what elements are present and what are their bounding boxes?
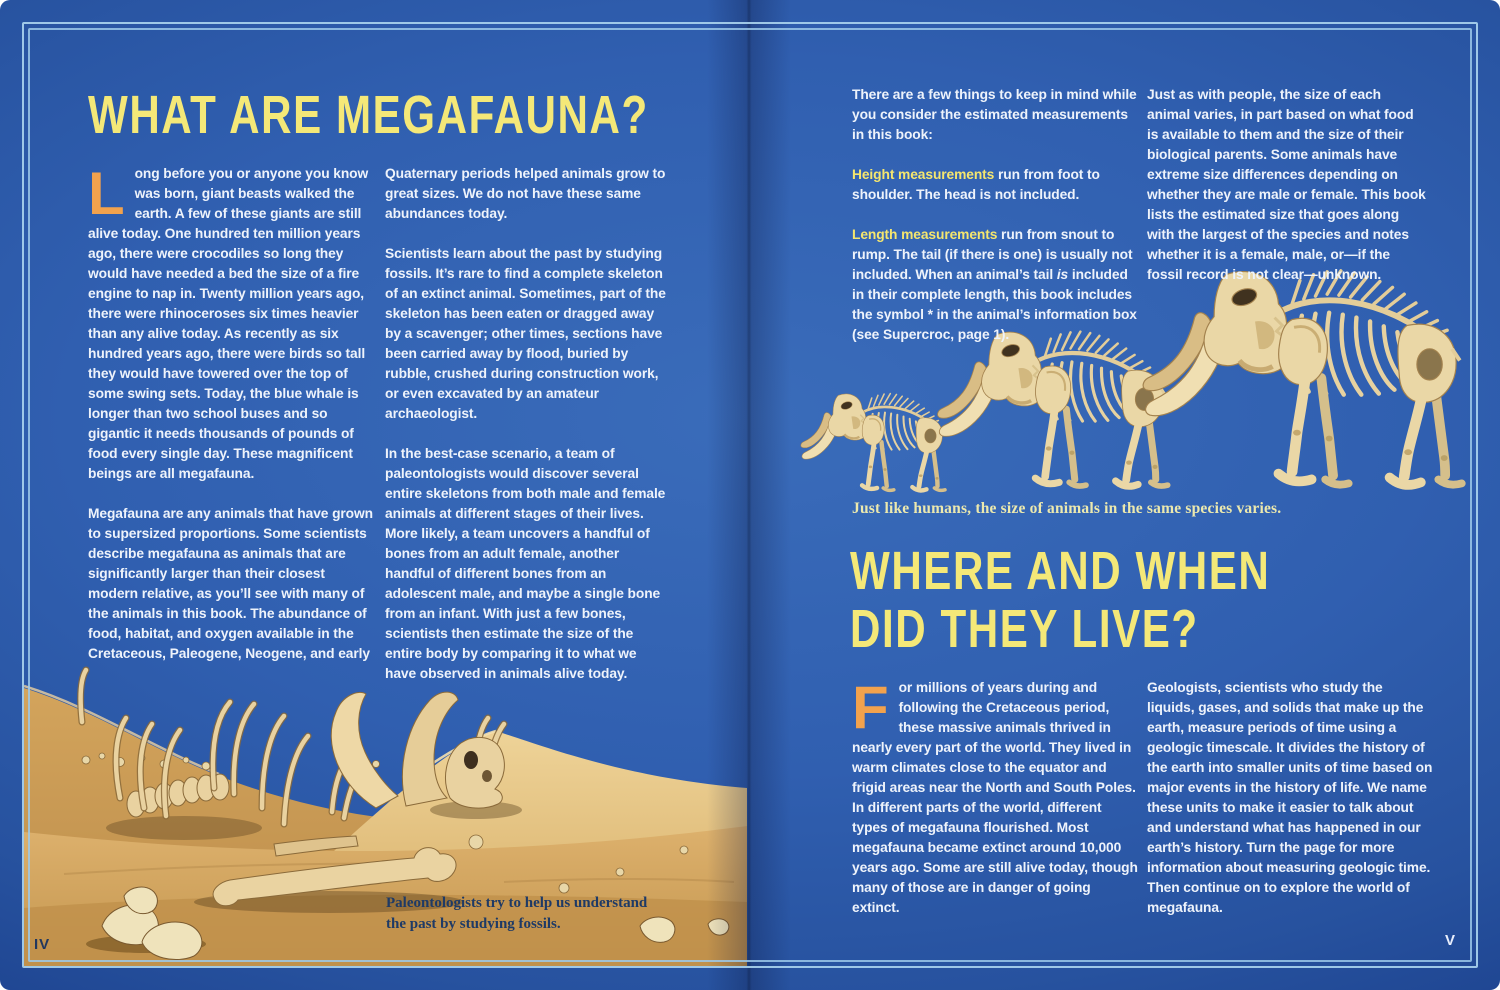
page-gutter — [707, 0, 791, 990]
height-measurements-lead: Height measurements — [852, 167, 995, 182]
right-size-col — [1147, 85, 1427, 305]
left-page-title: WHAT ARE MEGAFAUNA? — [88, 85, 649, 145]
left-col-2 — [385, 164, 671, 704]
right-title-line1: WHERE AND WHEN — [850, 541, 1271, 601]
paragraph: Megafauna are any animals that have grown to supersized proportions. Some scientists describe megafauna as animals that are significantly larger than their closest modern relative, as you’ll see with many of the animals in this book. The abundance of food, habitat, and oxygen available in the Cretaceous, Paleogene, Neogene, and early — [88, 506, 373, 661]
length-measurements-lead: Length measurements — [852, 227, 998, 242]
right-title-line2: DID THEY LIVE? — [850, 599, 1199, 659]
fossil-skull — [446, 737, 505, 808]
paragraph: Height measurements run from foot to shoulder. The head is not included. — [852, 167, 1100, 202]
paragraph: For millions of years during and following the Cretaceous period, these massive animals thrived in nearly every part of the world. They lived in warm climates close to the equator and frigid areas near the North and South Poles. In different parts of the world, different types of megafauna flourished. Most megafauna became extinct around 10,000 years ago. Some are still alive today, though many of those are in danger of going extinct. — [852, 674, 1138, 915]
paragraph: In the best-case scenario, a team of paleontologists would discover several entire skeletons from both male and female animals at different stages of their lives. More likely, a team uncovers a handful of bones from an adult female, another handful of different bones from an adolescent male, and maybe a single bone from an infant. With just a few bones, scientists then estimate the size of the entire body by comparing it to what we have observed in animals alive today. — [385, 446, 666, 681]
mammoth-skeleton-small — [801, 394, 945, 491]
left-illustration-caption: Paleontologists try to help us understand the past by studying fossils. — [386, 895, 648, 932]
paragraph: Scientists learn about the past by studying fossils. It’s rare to find a complete skeleton of an extinct animal. Sometimes, part of the skeleton has been eaten or dragged away by a scavenger; other times, sections have been carried away by flood, buried by rubble, crushed during construction work, or even excavated by an amateur archaeologist. — [385, 246, 666, 421]
paragraph: Geologists, scientists who study the liquids, gases, and solids that make up the earth, measure periods of time using a geologic timescale. It divides the history of the earth into smaller units of time based on major events in the history of life. We name these units to make it easier to talk about and understand what has happened in our earth’s history. Turn the page for more information about measuring geologic time. Then continue on to explore the world of megafauna. — [1147, 680, 1433, 915]
right-intro-col — [852, 85, 1138, 365]
paragraph: There are a few things to keep in mind while you consider the estimated measurements in this book: — [852, 87, 1137, 142]
page-number-left: IV — [34, 936, 51, 953]
paragraph: Quaternary periods helped animals grow to great sizes. We do not have these same abundances today. — [385, 166, 666, 221]
right-where-col2 — [1147, 678, 1433, 938]
left-col-1 — [88, 160, 374, 684]
right-where-col1 — [852, 674, 1138, 938]
paragraph: Just as with people, the size of each animal varies, in part based on what food is available to them and the size of their biological parents. Some animals have extreme size differences depending on whether they are male or female. This book lists the estimated size that goes along with the largest of the species and notes whether it is a female, male, or—if the fossil record is not clear—unknown. — [1147, 87, 1426, 282]
right-page-title — [850, 542, 1270, 658]
paragraph: Length measurements run from snout to rump. The tail (if there is one) is usually not included. When an animal’s tail is included in their complete length, this book includes the symbol * in the animal’s information box (see Supercroc, page 1). — [852, 227, 1137, 342]
paragraph: Long before you or anyone you know was born, giant beasts walked the earth. A few of these giants are still alive today. One hundred ten million years ago, there were crocodiles so long they would have needed a bed the size of a fire engine to nap in. Twenty million years ago, there were rhinoceroses six times heavier than any alive today. As recently as six hundred years ago, there were birds so tall they would have towered over the top of some swing sets. Today, the blue whale is longer than two school buses and so gigantic it needs thousands of pounds of food every single day. These magnificent beings are all megafauna. — [88, 160, 369, 481]
skeleton-caption: Just like humans, the size of animals in the same species varies. — [852, 500, 1282, 517]
page-number-right: V — [1445, 932, 1457, 949]
dropcap-F: F — [852, 674, 889, 741]
tusk-left — [331, 692, 398, 808]
dropcap-L: L — [88, 160, 125, 227]
